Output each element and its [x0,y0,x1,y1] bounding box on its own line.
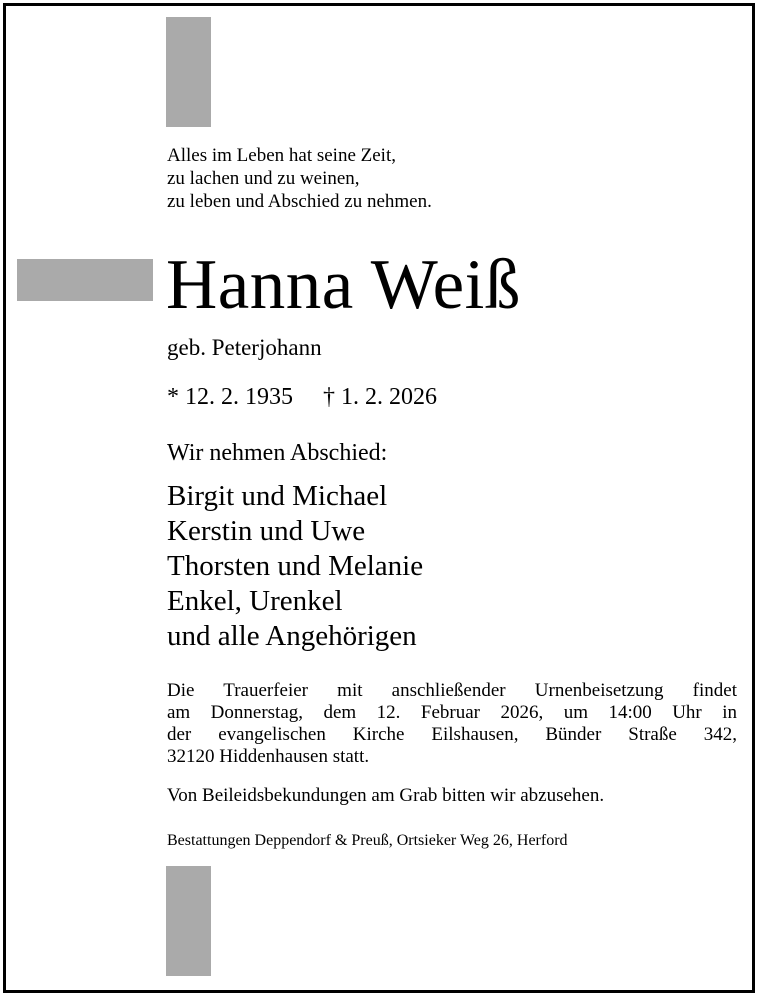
ceremony-line: der evangelischen Kirche Eilshausen, Bünder Straße 342, [167,724,737,745]
condolence-note: Von Beileidsbekundungen am Grab bitten wir abzusehen. [167,785,605,806]
undertaker-info: Bestattungen Deppendorf & Preuß, Ortsieker Weg 26, Herford [167,832,568,849]
birth-date: * 12. 2. 1935 [167,384,293,410]
motto-line: Alles im Leben hat seine Zeit, [167,145,396,166]
cross-left-bar [17,259,153,301]
motto-line: zu lachen und zu weinen, [167,168,360,189]
ceremony-line: 32120 Hiddenhausen statt. [167,746,370,767]
ceremony-line: Die Trauerfeier mit anschließender Urnenbeisetzung findet [167,680,737,701]
death-date: † 1. 2. 2026 [323,384,437,410]
life-dates [167,382,437,412]
ceremony-info [167,680,737,768]
ceremony-line: am Donnerstag, dem 12. Februar 2026, um 14:00 Uhr in [167,702,737,723]
cross-bottom-bar [166,866,211,976]
mourner-entry: Enkel, Urenkel [167,585,343,617]
maiden-name: geb. Peterjohann [167,335,322,360]
farewell-heading: Wir nehmen Abschied: [167,440,388,466]
motto [167,144,432,213]
mourner-entry: Thorsten und Melanie [167,550,424,582]
mourners-list [167,479,423,654]
mourner-entry: Kerstin und Uwe [167,515,366,547]
mourner-entry: und alle Angehörigen [167,620,417,652]
motto-line: zu leben und Abschied zu nehmen. [167,191,432,212]
cross-top-bar [166,17,211,127]
mourner-entry: Birgit und Michael [167,480,388,512]
deceased-name: Hanna Weiß [166,246,521,324]
